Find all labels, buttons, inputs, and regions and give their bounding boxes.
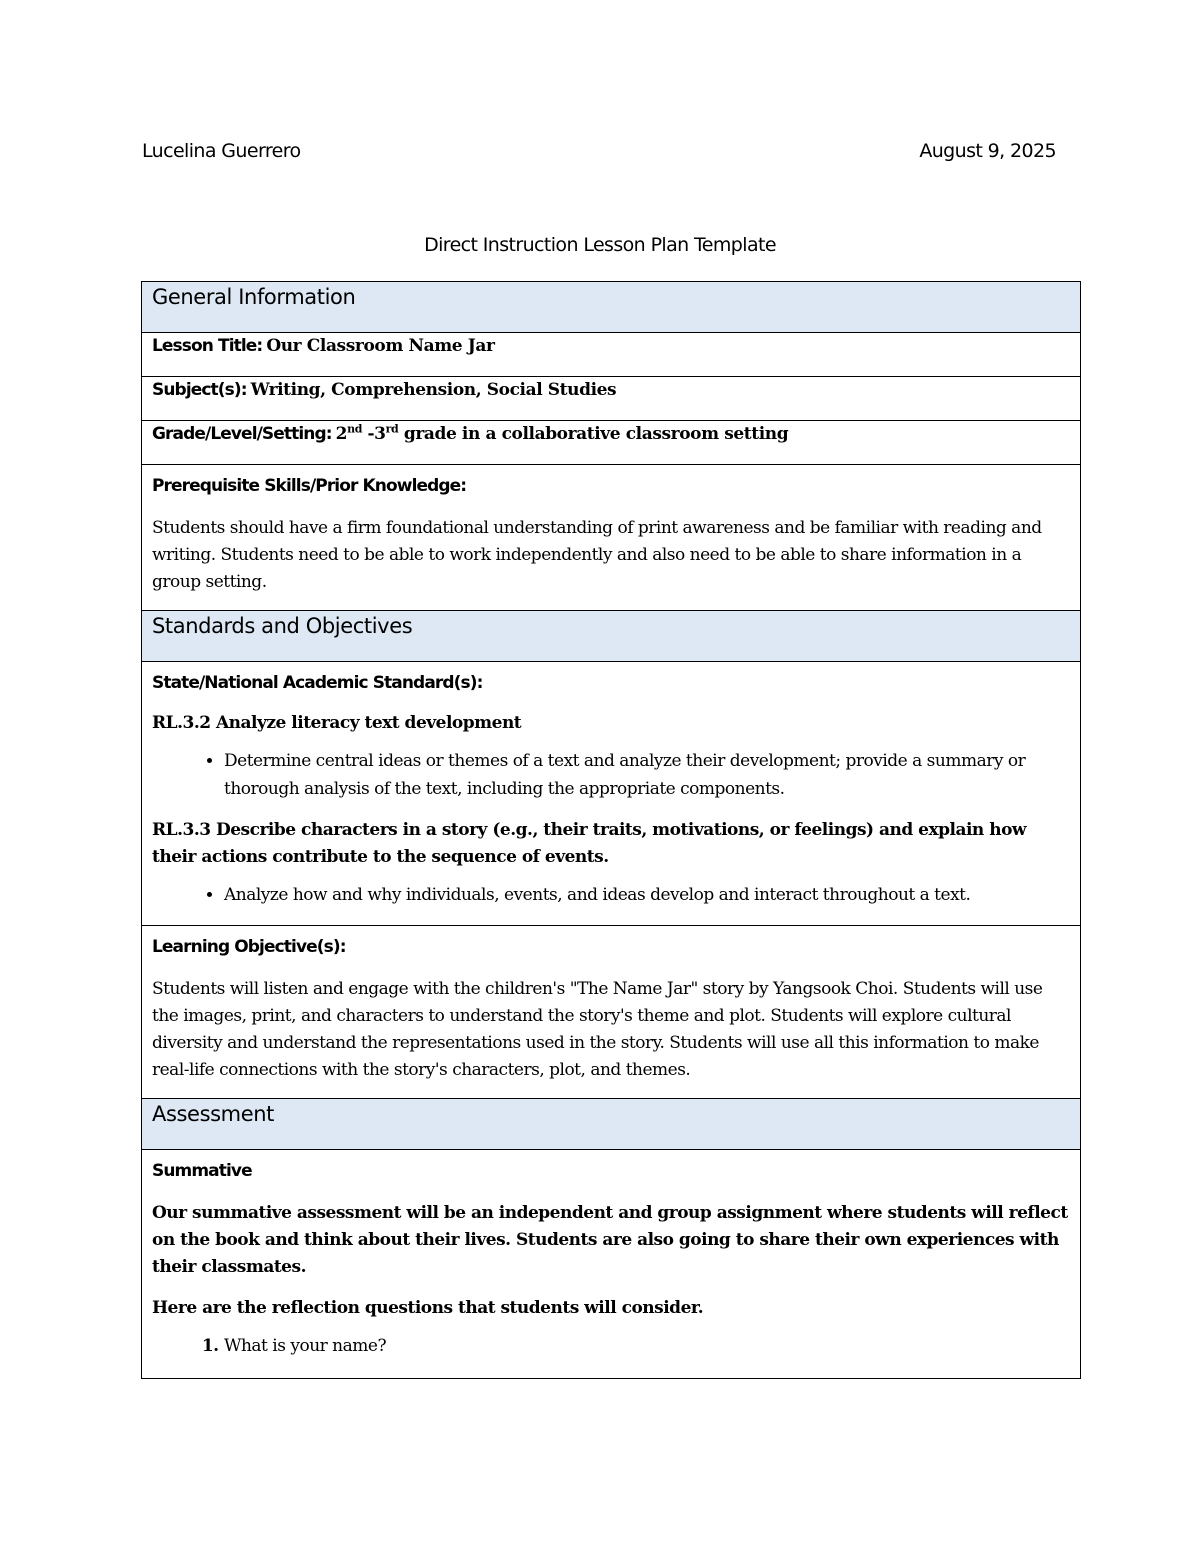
author-name: Lucelina Guerrero: [142, 140, 301, 162]
section-assessment: [142, 1099, 1081, 1150]
grade-second-sup: rd: [385, 422, 399, 436]
section-general-information: [142, 282, 1081, 333]
objectives-text: Students will listen and engage with the children's "The Name Jar" story by Yangsook Choi. Students will use the images, print, and characters to understand the story's theme and plot. Students will explore cultural diversity and understand the representations used in the story. Students will use all this information to make real-life connections with the story's characters, plot, and themes.: [152, 979, 1043, 1080]
prerequisite-row: [142, 465, 1081, 611]
standard-bullet: • Analyze how and why individuals, events, and ideas develop and interact throughout a text.: [224, 881, 1070, 909]
subjects-label: Subject(s):: [152, 380, 247, 400]
grade-dash: -3: [367, 424, 386, 444]
lesson-title-value: Our Classroom Name Jar: [266, 336, 495, 356]
lesson-title-row: [142, 333, 1081, 377]
prerequisite-label: Prerequisite Skills/Prior Knowledge:: [152, 476, 467, 496]
grade-first-sup: nd: [347, 422, 362, 436]
summative-text: Our summative assessment will be an independent and group assignment where students will reflect on the book and think about their lives. Students are also going to share their own experiences with their classmates.: [152, 1203, 1068, 1277]
standard-bullets: [152, 881, 1070, 909]
document-header: [142, 140, 1056, 162]
grade-row: [142, 421, 1081, 465]
section-standards-objectives: [142, 611, 1081, 662]
grade-rest: grade in a collaborative classroom setting: [403, 424, 789, 444]
standards-row: [142, 662, 1081, 926]
standard-bullets: [152, 747, 1070, 803]
standard-title: RL.3.2 Analyze literacy text development: [152, 713, 522, 733]
reflection-questions: [152, 1332, 1070, 1360]
lesson-title-label: Lesson Title:: [152, 336, 263, 356]
subjects-row: [142, 377, 1081, 421]
document-title: Direct Instruction Lesson Plan Template: [424, 234, 776, 256]
objectives-label: Learning Objective(s):: [152, 937, 346, 957]
subjects-value: Writing, Comprehension, Social Studies: [250, 380, 617, 400]
section-heading: General Information: [142, 282, 1081, 333]
grade-value: [336, 424, 789, 444]
grade-first: 2: [335, 424, 348, 444]
objectives-row: [142, 926, 1081, 1099]
grade-label: Grade/Level/Setting:: [152, 424, 332, 444]
standard-title: RL.3.3 Describe characters in a story (e.g., their traits, motivations, or feelings) and explain how their actions contribute to the sequence of events.: [152, 820, 1027, 867]
section-heading: Standards and Objectives: [142, 611, 1081, 662]
standard-bullet: • Determine central ideas or themes of a text and analyze their development; provide a summary or thorough analysis of the text, including the appropriate components.: [224, 747, 1070, 803]
reflection-question: 1. What is your name?: [224, 1332, 1070, 1360]
lesson-plan-table: [141, 281, 1081, 1379]
summative-row: [142, 1150, 1081, 1379]
standards-label: State/National Academic Standard(s):: [152, 673, 483, 693]
summative-label: Summative: [152, 1161, 252, 1181]
prerequisite-text: Students should have a firm foundational understanding of print awareness and be familiar with reading and writing. Students need to be able to work independently and also need to be able to share information in a group setting.: [152, 518, 1042, 592]
document-date: August 9, 2025: [919, 140, 1056, 162]
section-heading: Assessment: [142, 1099, 1081, 1150]
questions-intro: Here are the reflection questions that students will consider.: [152, 1298, 704, 1318]
